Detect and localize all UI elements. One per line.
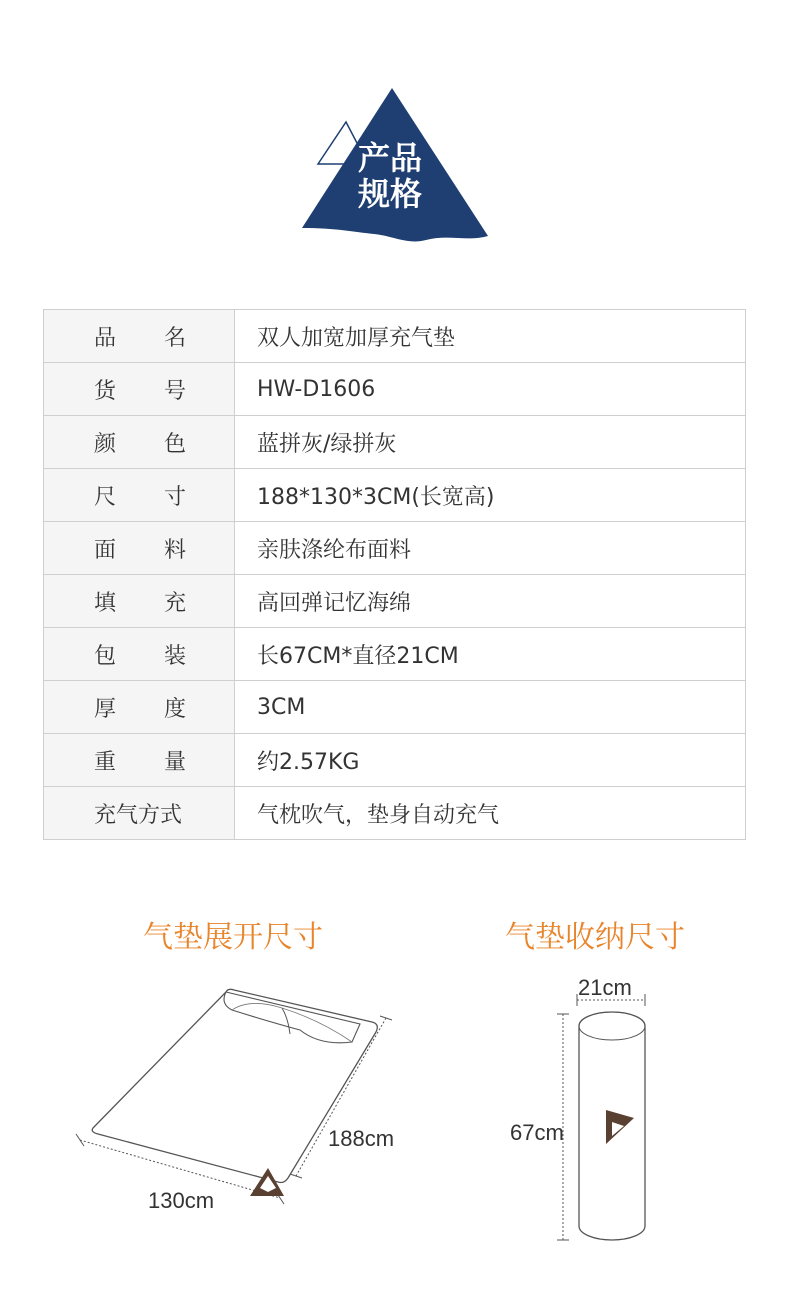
key-char: 面 xyxy=(94,537,117,563)
length-tick-top xyxy=(380,1016,392,1020)
spec-value: HW-D1606 xyxy=(235,363,746,416)
expanded-mat-diagram xyxy=(0,960,790,1300)
header-title-line2: 规格 xyxy=(357,175,422,213)
key-char: 充 xyxy=(163,590,186,616)
key-char: 装 xyxy=(163,643,186,669)
spec-value: 3CM xyxy=(235,681,746,734)
spec-value: 188*130*3CM(长宽高) xyxy=(235,469,746,522)
spec-key xyxy=(44,575,235,628)
table-row xyxy=(44,363,746,416)
expanded-length-label: 188cm xyxy=(328,1126,395,1151)
stowed-length-label: 67cm xyxy=(510,1120,564,1145)
spec-key xyxy=(44,416,235,469)
table-row xyxy=(44,787,746,840)
spec-table xyxy=(43,309,746,840)
spec-value: 双人加宽加厚充气垫 xyxy=(235,310,746,363)
stowed-diameter-label: 21cm xyxy=(578,975,632,1000)
spec-key xyxy=(44,681,235,734)
table-row xyxy=(44,522,746,575)
spec-value: 蓝拼灰/绿拼灰 xyxy=(235,416,746,469)
table-row xyxy=(44,416,746,469)
key-char: 号 xyxy=(163,378,186,404)
key-char: 料 xyxy=(163,537,186,563)
spec-key xyxy=(44,310,235,363)
key-char: 填 xyxy=(94,590,117,616)
table-row xyxy=(44,469,746,522)
spec-value: 亲肤涤纶布面料 xyxy=(235,522,746,575)
key-char: 货 xyxy=(94,378,117,404)
spec-key xyxy=(44,363,235,416)
table-row xyxy=(44,628,746,681)
spec-value: 气枕吹气，垫身自动充气 xyxy=(235,787,746,840)
key-char: 量 xyxy=(163,749,186,775)
header-title xyxy=(340,140,440,212)
spec-value: 长67CM*直径21CM xyxy=(235,628,746,681)
spec-value: 高回弹记忆海绵 xyxy=(235,575,746,628)
key-char: 寸 xyxy=(163,484,186,510)
key-char: 度 xyxy=(163,696,186,722)
table-row xyxy=(44,575,746,628)
length-tick-bottom xyxy=(290,1174,302,1178)
table-row xyxy=(44,734,746,787)
key-char: 品 xyxy=(94,325,117,351)
spec-key xyxy=(44,522,235,575)
stowed-size-title: 气垫收纳尺寸 xyxy=(505,920,685,955)
expanded-size-title: 气垫展开尺寸 xyxy=(143,920,323,955)
table-row xyxy=(44,681,746,734)
key-char: 尺 xyxy=(94,484,117,510)
spec-key xyxy=(44,787,235,840)
spec-key xyxy=(44,734,235,787)
width-tick-left xyxy=(76,1134,84,1146)
expanded-width-label: 130cm xyxy=(148,1188,215,1213)
key-text: 充气方式 xyxy=(94,802,183,828)
table-row xyxy=(44,310,746,363)
key-char: 重 xyxy=(94,749,117,775)
key-char: 色 xyxy=(163,431,186,457)
spec-key xyxy=(44,628,235,681)
spec-key xyxy=(44,469,235,522)
key-char: 颜 xyxy=(94,431,117,457)
key-char: 包 xyxy=(94,643,117,669)
spec-value: 约2.57KG xyxy=(235,734,746,787)
key-char: 厚 xyxy=(94,696,117,722)
key-char: 名 xyxy=(163,325,186,351)
header-title-line1: 产品 xyxy=(357,139,422,177)
